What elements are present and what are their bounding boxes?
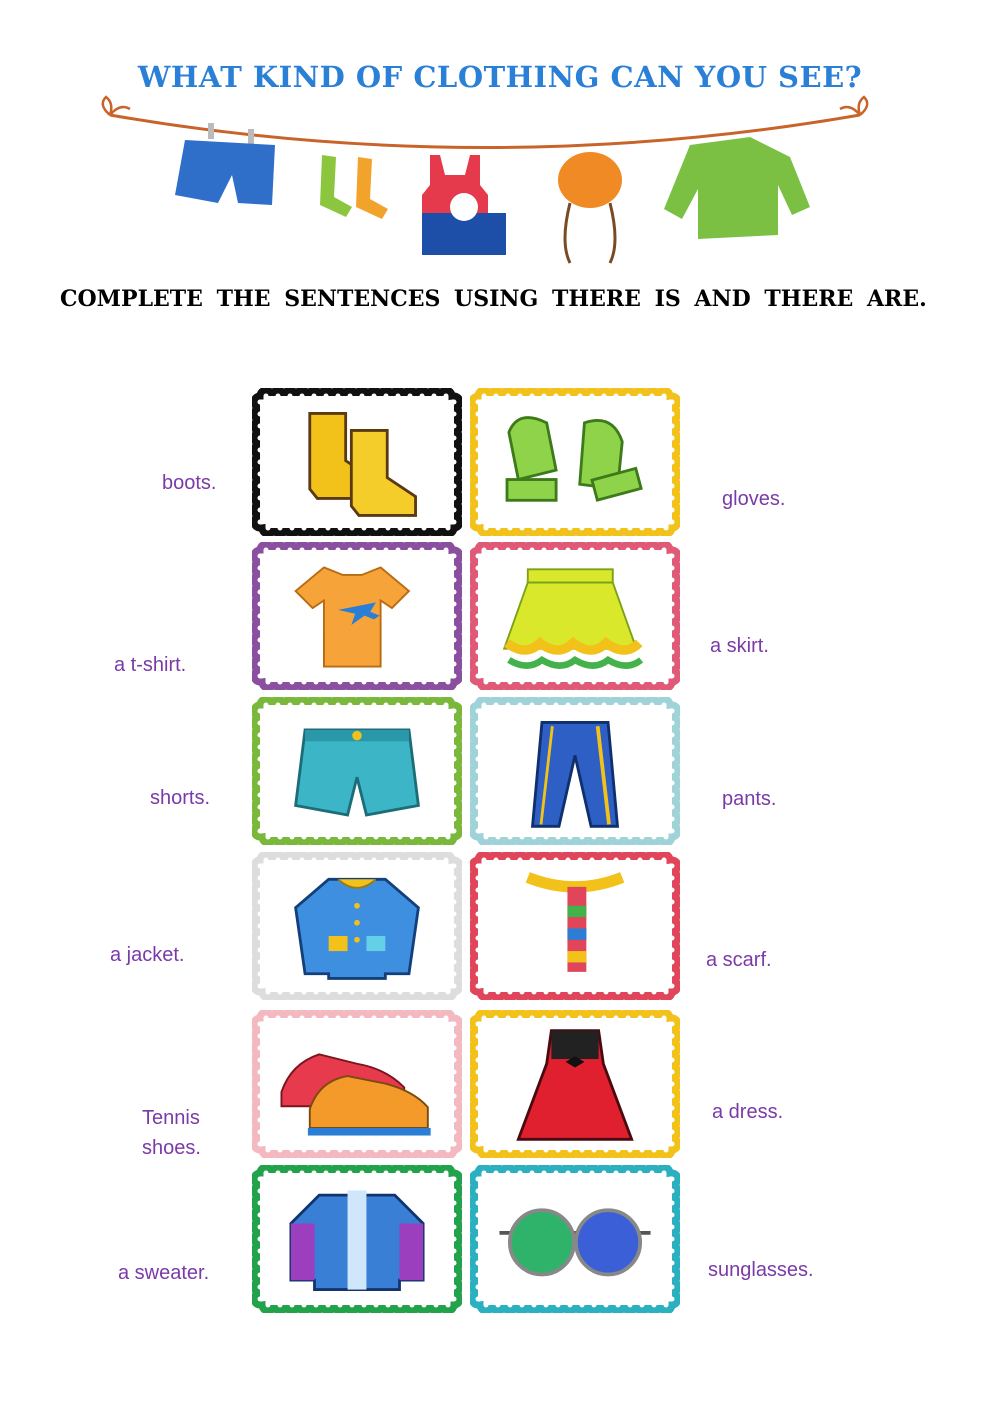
pants-card	[470, 697, 680, 845]
hanging-socks-icon	[320, 155, 388, 219]
shorts-card	[252, 697, 462, 845]
word-label-line: Tennis	[142, 1107, 200, 1129]
sunglasses-icon	[490, 1179, 660, 1301]
hanging-hat-icon	[558, 152, 622, 263]
word-label: a skirt.	[710, 635, 769, 657]
page-title: WHAT KIND OF CLOTHING CAN YOU SEE?	[137, 60, 863, 94]
word-label-line: shoes.	[142, 1137, 201, 1159]
mittens-card	[470, 388, 680, 536]
mittens-icon	[490, 402, 660, 524]
hanging-sweater-icon	[664, 137, 810, 239]
sneakers-icon	[272, 1024, 442, 1146]
jacket-icon	[272, 866, 442, 988]
hanging-tanktop-icon	[422, 155, 506, 255]
word-label: a t-shirt.	[114, 654, 187, 676]
word-label: a sweater.	[118, 1262, 210, 1284]
tshirt-icon	[272, 556, 442, 678]
word-label: sunglasses.	[708, 1259, 814, 1281]
dress-card	[470, 1010, 680, 1158]
scarf-card	[470, 852, 680, 1000]
tshirt-card	[252, 542, 462, 690]
word-label: gloves.	[722, 488, 786, 510]
word-label: a jacket.	[110, 944, 185, 966]
instruction-text: COMPLETE THE SENTENCES USING THERE IS AND THERE ARE.	[60, 286, 927, 312]
word-label	[142, 1103, 201, 1163]
shorts-icon	[272, 711, 442, 833]
clothesline-illustration	[100, 95, 870, 275]
jacket-card	[252, 852, 462, 1000]
sweater-card	[252, 1165, 462, 1313]
dress-icon	[490, 1024, 660, 1146]
word-label: boots.	[162, 472, 217, 494]
boots-icon	[272, 402, 442, 524]
boots-card	[252, 388, 462, 536]
sneakers-card	[252, 1010, 462, 1158]
word-label: a dress.	[712, 1101, 784, 1123]
pants-icon	[490, 711, 660, 833]
sunglasses-card	[470, 1165, 680, 1313]
word-label: a scarf.	[706, 949, 772, 971]
skirt-icon	[490, 556, 660, 678]
skirt-card	[470, 542, 680, 690]
sweater-icon	[272, 1179, 442, 1301]
word-label: shorts.	[150, 787, 211, 809]
scarf-icon	[490, 866, 660, 988]
word-label: pants.	[722, 788, 777, 810]
